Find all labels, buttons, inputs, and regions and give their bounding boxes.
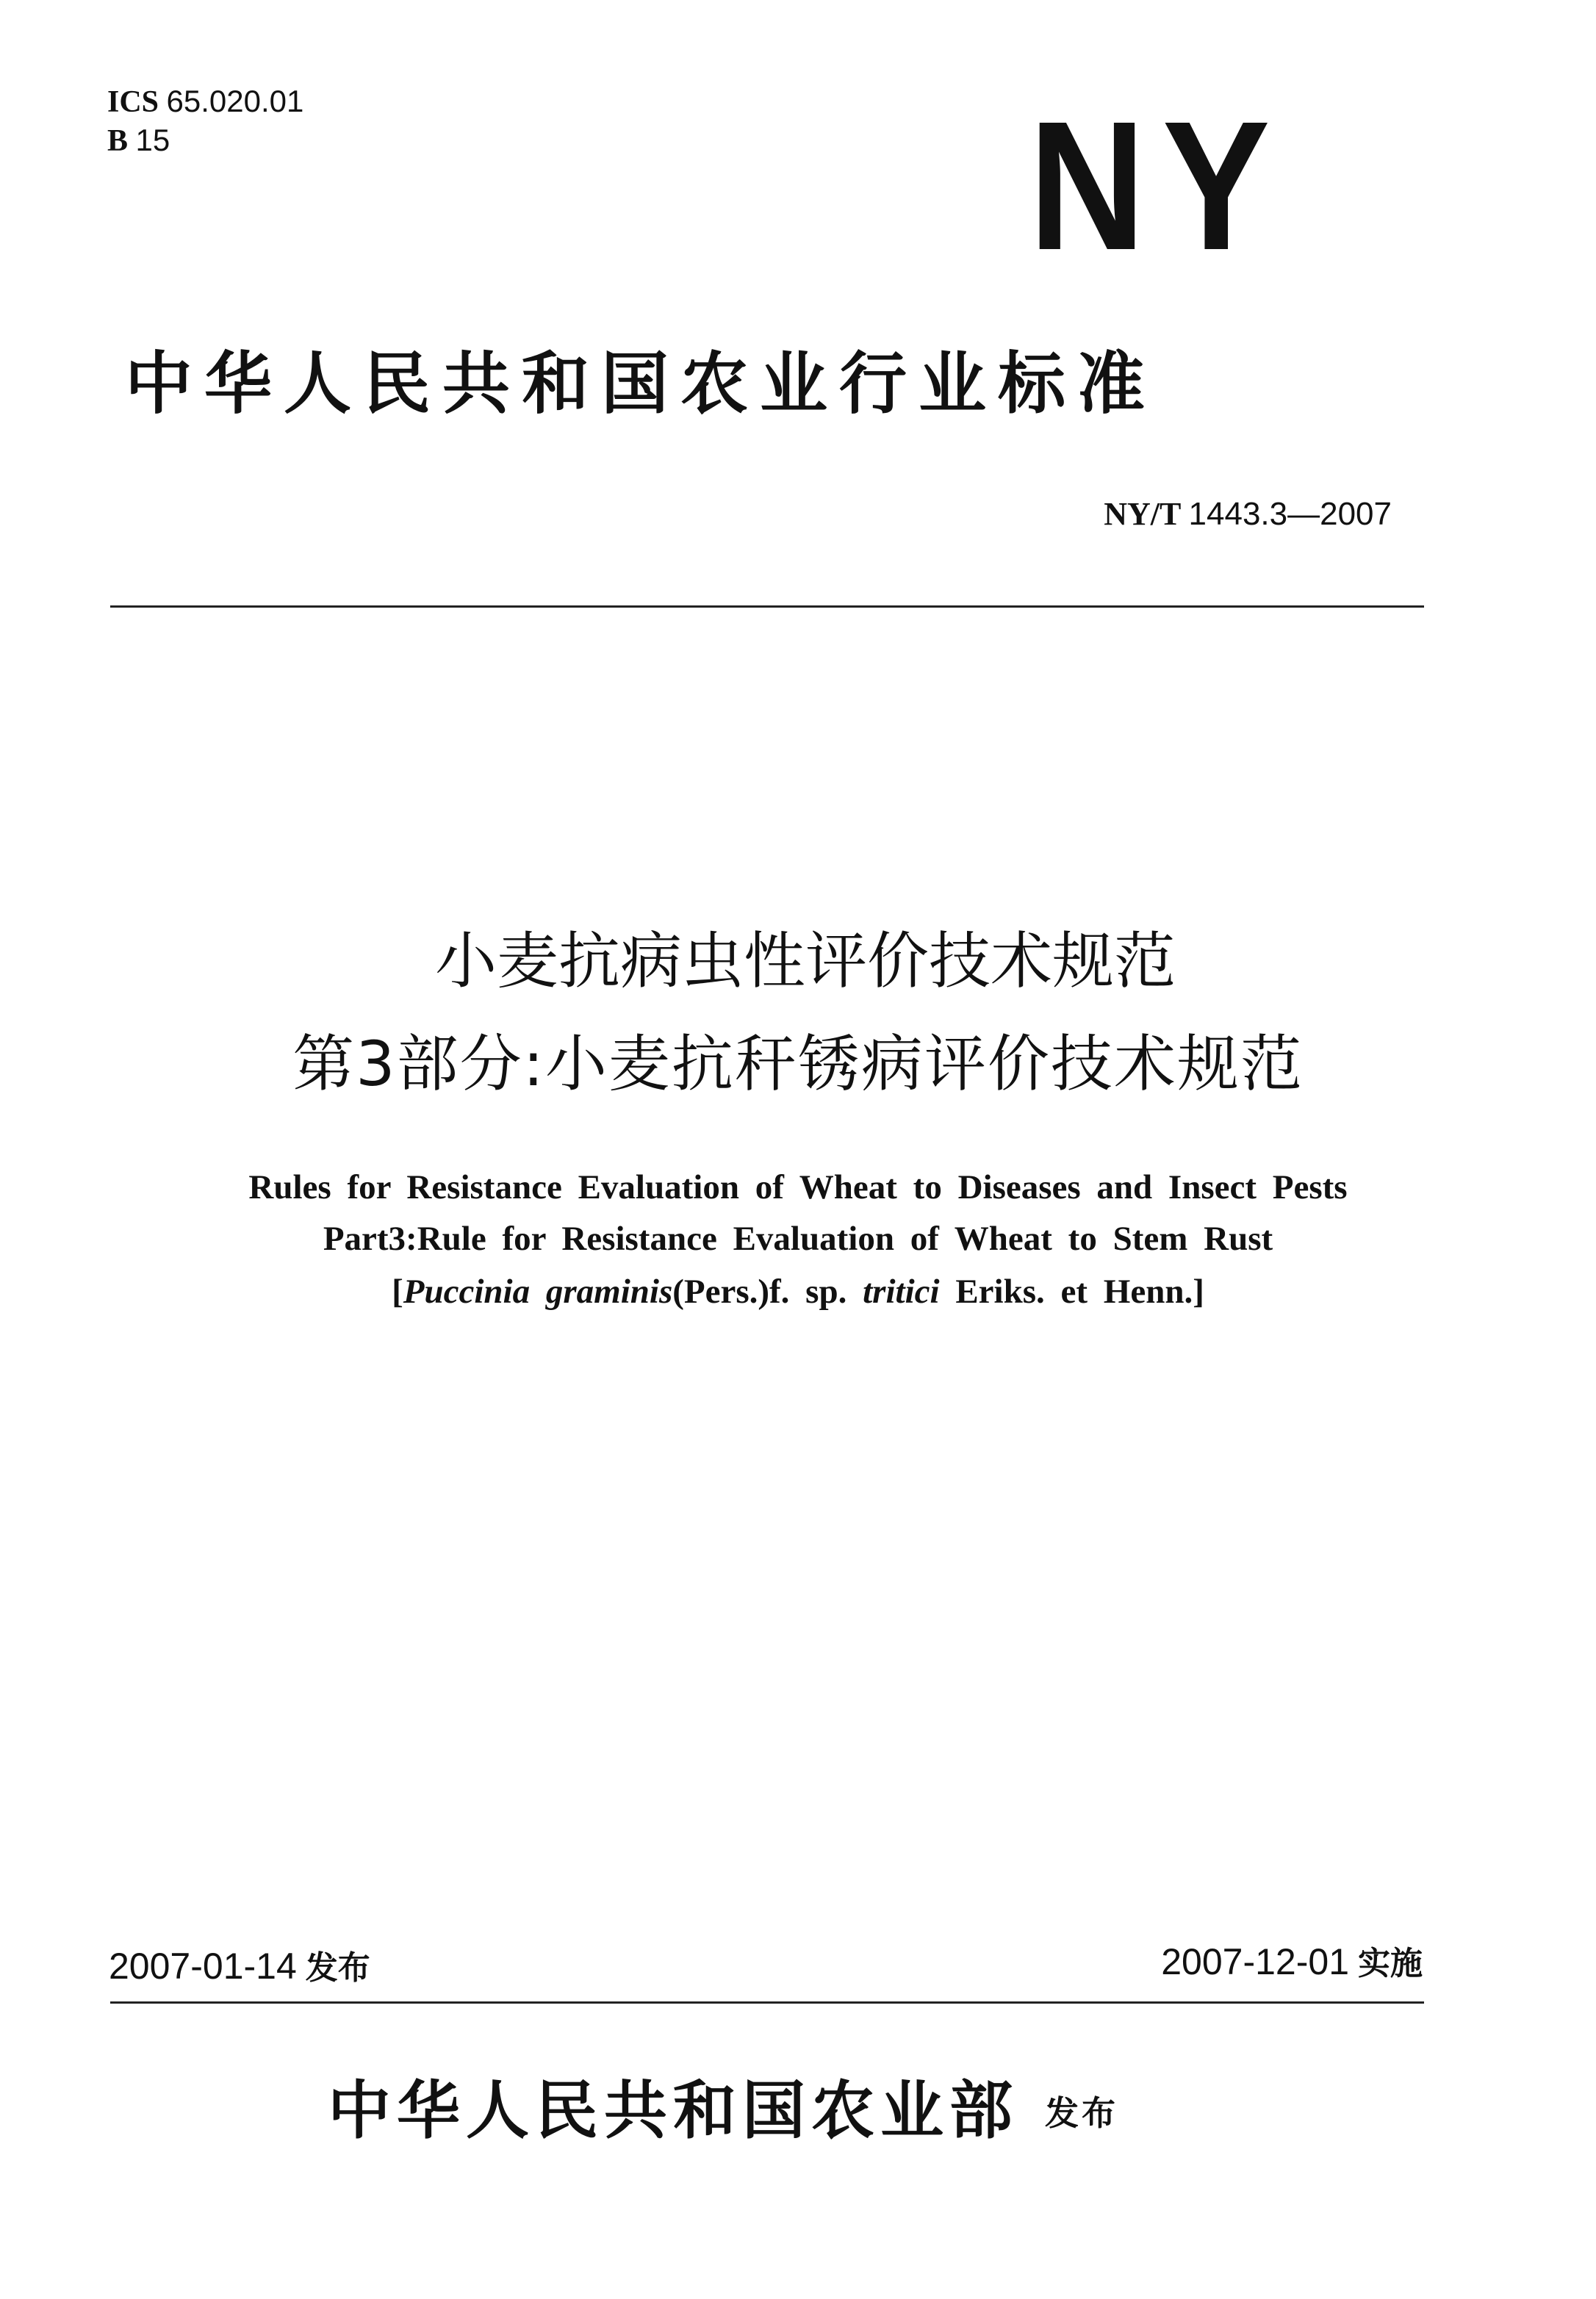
title-en-genus: Puccinia graminis <box>403 1273 673 1311</box>
implement-date-value: 2007-12-01 <box>1161 1941 1349 1982</box>
ics-code: 65.020.01 <box>166 84 304 118</box>
publish-date-value: 2007-01-14 <box>109 1946 297 1987</box>
title-en-species: tritici <box>863 1273 940 1311</box>
implement-date-suffix: 实施 <box>1358 1945 1423 1982</box>
implement-date <box>1161 1940 1423 1986</box>
ics-line <box>107 82 303 121</box>
standard-type-title: 中华人民共和国农业行业标准 <box>125 345 1157 423</box>
class-code: 15 <box>135 123 170 157</box>
title-en-line3 <box>0 1270 1596 1314</box>
publisher-suffix: 发布 <box>1045 2093 1118 2133</box>
ny-logo: NY <box>1029 83 1287 288</box>
publish-date-suffix: 发布 <box>305 1949 370 1987</box>
standard-number-prefix: NY/T <box>1104 496 1181 532</box>
title-en-authority: (Pers.)f. sp. <box>672 1273 847 1311</box>
bottom-divider <box>110 2001 1424 2004</box>
standard-number-value: 1443.3—2007 <box>1188 496 1392 532</box>
class-label: B <box>107 124 129 158</box>
title-cn-line1: 小麦抗病虫性评价技术规范 <box>434 925 1176 997</box>
publish-date <box>109 1944 370 1990</box>
top-divider <box>110 605 1424 608</box>
ics-classification <box>107 82 303 160</box>
publisher-name: 中华人民共和国农业部 <box>328 2073 1018 2148</box>
publisher <box>328 2070 1118 2154</box>
title-cn-line2: 第3部分:小麦抗秆锈病评价技术规范 <box>292 1028 1304 1100</box>
standard-number <box>1104 494 1392 535</box>
class-line <box>107 121 303 160</box>
ics-label: ICS <box>107 85 159 119</box>
title-en-line1: Rules for Resistance Evaluation of Wheat to Diseases and Insect Pests <box>248 1168 1348 1206</box>
title-en-line2: Part3:Rule for Resistance Evaluation of Wheat to Stem Rust <box>323 1220 1273 1258</box>
title-en-bracket-open: [ <box>392 1273 403 1311</box>
title-en-rest: Eriks. et Henn.] <box>955 1273 1204 1311</box>
